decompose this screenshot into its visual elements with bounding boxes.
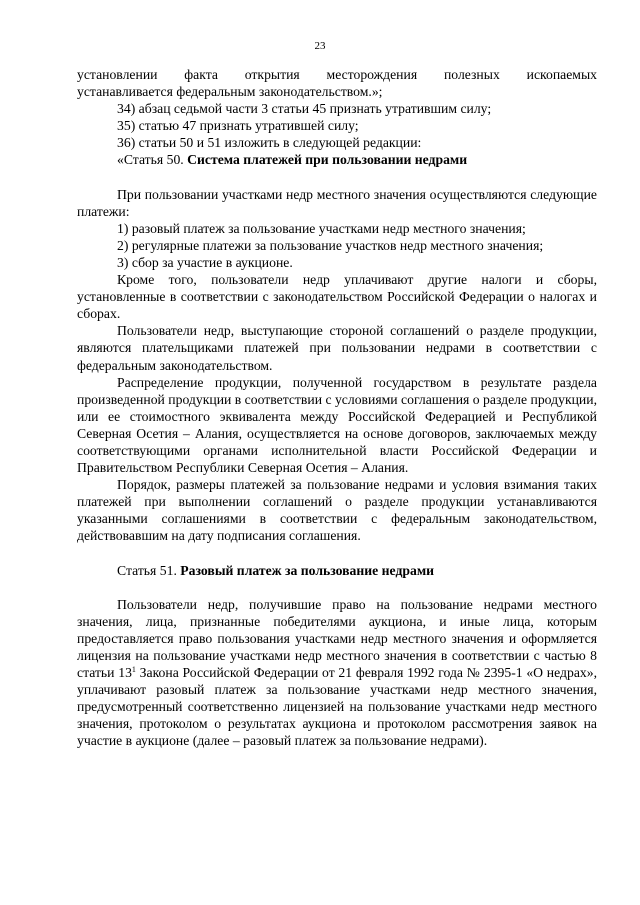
paragraph [77,596,597,750]
article-50-heading [77,151,597,168]
article-51-number: Статья 51. [117,562,181,578]
article-50-number: «Статья 50. [117,152,188,168]
amendment-item-34: 34) абзац седьмой части 3 статьи 45 признать утратившим силу; [117,101,492,117]
article-51-title: Разовый платеж за пользование недрами [180,562,435,578]
paragraph: Порядок, размеры платежей за пользование недрами и условия взимания таких платежей при выполнении соглашений о разделе продукции устанавливаются указанными соглашениями в соответствии с федеральным законодательством, действовавшим на дату подписания соглашения. [77,477,597,544]
article-50-title: Система платежей при пользовании недрами [187,152,468,168]
paragraph: Распределение продукции, полученной государством в результате раздела произведенной продукции в соответствии с условиями соглашения о разделе продукции, или ее стоимостного эквивалента между Российской Федерацией и Республикой Северная Осетия – Алания, осуществляется на основе договоров, заключаемых между соответствующими органами исполнительной власти Российской Федерации и Правительством Республики Северная Осетия – Алания. [77,374,597,476]
list-item: 3) сбор за участие в аукционе. [117,254,293,270]
list-item: 2) регулярные платежи за пользование участков недр местного значения; [117,237,544,253]
article-51-heading [77,562,597,579]
paragraph-line: установлении факта открытия месторождения полезных ископаемых [77,67,597,82]
superscript: 1 [131,665,136,674]
list-item: 1) разовый платеж за пользование участками недр местного значения; [117,220,526,236]
paragraph: Кроме того, пользователи недр уплачивают другие налоги и сборы, установленные в соответствии с законодательством Российской Федерации о налогах и сборах. [77,272,597,322]
paragraph-text: Пользователи недр, получившие право на пользование недрами местного значения, лица, признанные победителями аукциона, и иные лица, которым предоставляется право пользования участками недр местного значения и оформляется лицензия на пользование участками недр местного значения в соответствии с частью 8 статьи 13 [77,596,597,680]
paragraph: Пользователи недр, выступающие стороной соглашений о разделе продукции, являются плательщиками платежей при пользовании недрами в соответствии с федеральным законодательством. [77,323,597,373]
paragraph-text: Закона Российской Федерации от 21 февраля 1992 года № 2395-1 «О недрах», уплачивают разовый платеж за пользование участками недр местного значения, предусмотренный соответственно лицензией на пользование участками недр местного значения, протоколом о результатах аукциона и протоколом рассмотрения заявок на участие в аукционе (далее – разовый платеж за пользование недрами). [77,665,598,749]
document-body [77,66,597,749]
page-number: 23 [314,40,326,52]
amendment-item-36: 36) статьи 50 и 51 изложить в следующей редакции: [117,135,422,151]
paragraph-line: устанавливается федеральным законодательством.»; [77,84,383,100]
paragraph: При пользовании участками недр местного значения осуществляются следующие платежи: [77,186,597,219]
amendment-item-35: 35) статью 47 признать утратившей силу; [117,118,359,134]
